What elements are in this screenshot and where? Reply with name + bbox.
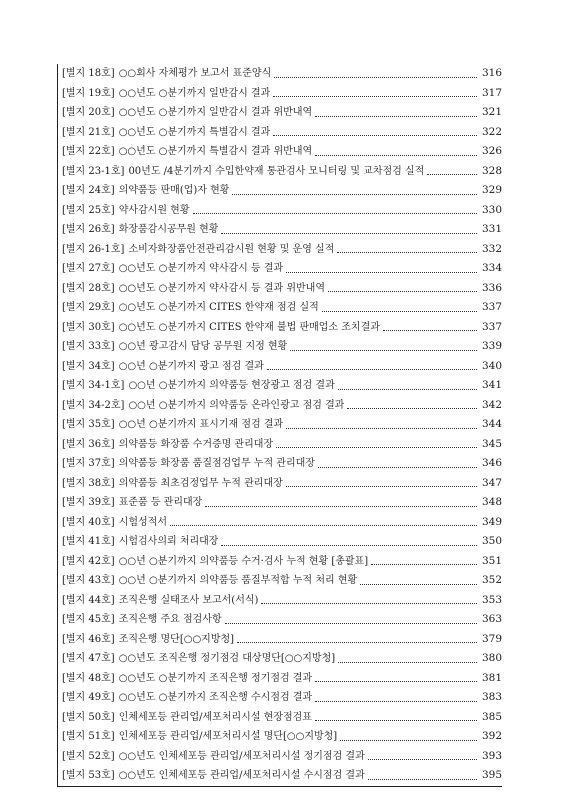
toc-entry-title: 의약품등 판매(업)자 현황	[118, 185, 230, 196]
toc-entry-label: [별지 45호]	[62, 614, 115, 625]
toc-entry-page: 392	[481, 730, 502, 742]
toc-entry[interactable]	[58, 435, 502, 455]
dot-leader	[267, 368, 477, 370]
toc-entry-label: [별지 25호]	[62, 204, 115, 216]
toc-entry-label: [별지 47호]	[62, 653, 115, 664]
toc-entry[interactable]	[58, 532, 502, 552]
toc-entry-text	[62, 688, 312, 708]
toc-entry-title: ○○년도 ○분기까지 조직은행 정기점검 결과	[118, 672, 313, 684]
toc-entry[interactable]	[58, 727, 502, 747]
toc-entry-label: [별지 37호]	[62, 458, 115, 469]
toc-entry-text	[62, 318, 380, 338]
toc-entry-title: 시험성적서	[118, 516, 167, 528]
toc-entry-text	[62, 552, 368, 572]
toc-entry-page: 326	[481, 145, 502, 157]
toc-entry-label: [별지 48호]	[62, 672, 115, 684]
toc-entry-title: 표준품 등 관리대장	[118, 497, 203, 508]
toc-entry-title: 조직은행 실태조사 보고서(서식)	[118, 594, 259, 606]
toc-entry-label: [별지 22호]	[62, 146, 115, 157]
toc-entry-page: 331	[481, 223, 502, 235]
dot-leader	[276, 446, 477, 448]
dot-leader	[328, 290, 477, 292]
toc-entry-label: [별지 23-1호]	[62, 165, 125, 177]
toc-entry-label: [별지 27호]	[62, 263, 115, 274]
toc-entry-text	[62, 142, 312, 162]
toc-entry-page: 330	[481, 203, 502, 216]
dot-leader	[274, 76, 477, 78]
toc-entry-label: [별지 30호]	[62, 321, 115, 333]
toc-entry-page: 385	[481, 710, 502, 723]
toc-entry-page: 345	[481, 437, 502, 450]
toc-entry-title: 조직은행 명단[○○지방청]	[118, 633, 235, 645]
toc-entry[interactable]	[58, 84, 502, 104]
toc-entry-page: 334	[481, 262, 502, 274]
dot-leader	[286, 485, 477, 487]
toc-entry-page: 347	[481, 476, 502, 489]
dot-leader	[232, 193, 477, 195]
dot-leader	[340, 739, 477, 741]
toc-entry-text	[62, 747, 365, 767]
toc-entry-text	[62, 64, 271, 84]
toc-entry-text	[62, 649, 335, 669]
dot-leader	[221, 544, 477, 546]
toc-entry-title: 조직은행 주요 점검사항	[118, 614, 222, 625]
toc-entry-page: 322	[481, 125, 502, 138]
toc-entry-label: [별지 28호]	[62, 282, 115, 294]
toc-entry-label: [별지 50호]	[62, 711, 115, 723]
toc-entry-page: 329	[481, 184, 502, 196]
toc-entry-label: [별지 49호]	[62, 692, 115, 703]
toc-entry-text	[62, 610, 222, 630]
toc-entry-title: ○○년도 ○분기까지 일반감시 결과	[118, 87, 271, 99]
toc-entry-label: [별지 34호]	[62, 360, 115, 372]
toc-entry-page: 328	[481, 164, 502, 177]
toc-entry-text	[62, 591, 258, 611]
toc-entry-title: ○○년 광고감시 담당 공무원 지정 현황	[118, 341, 288, 352]
toc-entry-text	[62, 279, 325, 299]
toc-entry-text	[62, 474, 283, 494]
dot-leader	[315, 700, 477, 702]
toc-entry-label: [별지 38호]	[62, 477, 115, 489]
toc-entry[interactable]	[58, 123, 502, 143]
toc-entry-text	[62, 337, 287, 357]
toc-entry[interactable]	[58, 610, 502, 630]
dot-leader	[318, 466, 477, 468]
toc-entry-page: 380	[481, 652, 502, 664]
toc-entry-label: [별지 42호]	[62, 555, 115, 567]
toc-entry[interactable]	[58, 298, 502, 318]
toc-entry-page: 350	[481, 535, 502, 547]
toc-entry-title: ○○년도 ○분기까지 CITES 한약재 불법 판매업소 조치결과	[118, 321, 380, 333]
toc-entry-text	[62, 630, 234, 650]
toc-entry-page: 395	[481, 769, 502, 781]
toc-entry[interactable]	[58, 688, 502, 708]
dot-leader	[205, 505, 477, 507]
toc-entry[interactable]	[58, 240, 502, 260]
toc-entry-title: ○○년도 ○분기까지 조직은행 수시점검 결과	[118, 692, 313, 703]
toc-entry-text	[62, 532, 218, 552]
toc-entry-page: 344	[481, 418, 502, 430]
toc-entry-page: 336	[481, 281, 502, 294]
toc-entry-text	[62, 415, 283, 435]
toc-entry-label: [별지 43호]	[62, 575, 115, 586]
dot-leader	[286, 271, 477, 273]
dot-leader	[368, 778, 477, 780]
dot-leader	[368, 758, 477, 760]
toc-entry-page: 321	[481, 106, 502, 118]
toc-entry-title: 소비자화장품안전관리감시원 현황 및 운영 실적	[128, 243, 335, 255]
toc-entry[interactable]	[58, 591, 502, 611]
dot-leader	[315, 115, 477, 117]
toc-entry-page: 346	[481, 457, 502, 469]
dot-leader	[315, 719, 477, 721]
toc-entry-title: ○○년도 ○분기까지 특별감시 결과	[118, 126, 271, 138]
dot-leader	[322, 310, 477, 312]
toc-entry-page: 381	[481, 671, 502, 684]
dot-leader	[371, 563, 477, 565]
toc-entry[interactable]	[58, 279, 502, 299]
toc-entry-label: [별지 34-1호]	[62, 380, 125, 391]
toc-entry-text	[62, 298, 319, 318]
toc-entry[interactable]	[58, 376, 502, 396]
dot-leader	[337, 251, 477, 253]
toc-entry-label: [별지 46호]	[62, 633, 115, 645]
toc-entry-page: 379	[481, 632, 502, 645]
toc-entry-page: 340	[481, 359, 502, 372]
toc-entry-title: ○○년도 인체세포등 관리업/세포처리시설 수시점검 결과	[118, 770, 365, 781]
dot-leader	[273, 95, 477, 97]
toc-entry-label: [별지 52호]	[62, 750, 115, 762]
dot-leader	[221, 232, 477, 234]
toc-entry-text	[62, 669, 312, 689]
toc-entry[interactable]	[58, 415, 502, 435]
toc-entry-title: ○○년도 ○분기까지 약사감시 등 결과	[118, 263, 284, 274]
toc-entry[interactable]	[58, 142, 502, 162]
toc-entry-label: [별지 18호]	[62, 68, 115, 79]
toc-entry[interactable]	[58, 259, 502, 279]
toc-entry[interactable]	[58, 64, 502, 84]
toc-entry-title: ○○년 ○분기까지 의약품등 현장광고 점검 결과	[128, 380, 335, 391]
toc-entry-label: [별지 34-2호]	[62, 399, 125, 411]
toc-entry-title: ○○년도 ○분기까지 약사감시 등 결과 위반내역	[118, 282, 325, 294]
toc-entry-label: [별지 21호]	[62, 126, 115, 138]
toc-entry[interactable]	[58, 669, 502, 689]
toc-entry-label: [별지 19호]	[62, 87, 115, 99]
toc-entry-page: 317	[481, 86, 502, 99]
toc-entry[interactable]	[58, 181, 502, 201]
dot-leader	[290, 349, 477, 351]
toc-entry[interactable]	[58, 201, 502, 221]
toc-entry-page: 351	[481, 554, 502, 567]
dot-leader	[225, 622, 477, 624]
dot-leader	[170, 524, 477, 526]
toc-entry-title: ○○년 ○분기까지 의약품등 품질부적합 누적 처리 현황	[118, 575, 358, 586]
dot-leader	[315, 680, 477, 682]
toc-entry[interactable]	[58, 493, 502, 513]
toc-entry-title: ○○년도 ○분기까지 일반감시 결과 위반내역	[118, 107, 313, 118]
toc-entry-page: 339	[481, 340, 502, 352]
toc-entry-title: ○○년도 조직은행 정기점검 대상명단[○○지방청]	[118, 653, 336, 664]
toc-entry-label: [별지 35호]	[62, 419, 115, 430]
toc-entry-label: [별지 40호]	[62, 516, 115, 528]
dot-leader	[427, 173, 477, 175]
toc-entry-label: [별지 29호]	[62, 302, 115, 313]
toc-entry[interactable]	[58, 513, 502, 533]
toc-entry-label: [별지 24호]	[62, 185, 115, 196]
toc-entry-title: 의약품등 화장품 수거증명 관리대장	[118, 438, 274, 450]
toc-entry-text	[62, 396, 344, 416]
toc-entry[interactable]	[58, 318, 502, 338]
dot-leader	[273, 134, 477, 136]
toc-entry-text	[62, 493, 202, 513]
dot-leader	[261, 602, 477, 604]
toc-entry-text	[62, 162, 424, 182]
dot-leader	[383, 329, 477, 331]
toc-entry-title: 시험검사의뢰 처리대장	[118, 536, 219, 547]
toc-entry-label: [별지 41호]	[62, 536, 115, 547]
toc-entry-text	[62, 435, 273, 455]
toc-entry[interactable]	[58, 474, 502, 494]
dot-leader	[360, 583, 477, 585]
toc-entry-text	[62, 766, 365, 786]
toc-entry-label: [별지 44호]	[62, 594, 115, 606]
toc-entry-label: [별지 36호]	[62, 438, 115, 450]
toc-entry[interactable]	[58, 552, 502, 572]
toc-entry-page: 352	[481, 574, 502, 586]
dot-leader	[237, 641, 477, 643]
table-of-contents	[57, 64, 502, 787]
toc-entry[interactable]	[58, 337, 502, 357]
toc-entry[interactable]	[58, 571, 502, 591]
toc-entry-page: 348	[481, 496, 502, 508]
toc-entry[interactable]	[58, 649, 502, 669]
toc-entry[interactable]	[58, 103, 502, 123]
toc-entry-text	[62, 727, 337, 747]
toc-entry-title: ○○년도 ○분기까지 특별감시 결과 위반내역	[118, 146, 313, 157]
toc-entry-label: [별지 33호]	[62, 341, 115, 352]
toc-entry-text	[62, 123, 270, 143]
toc-entry-text	[62, 220, 218, 240]
toc-entry-title: ○○년도 ○분기까지 CITES 한약재 점검 실적	[118, 302, 319, 313]
toc-entry[interactable]	[58, 357, 502, 377]
toc-entry-page: 353	[481, 593, 502, 606]
dot-leader	[315, 154, 477, 156]
dot-leader	[338, 661, 477, 663]
toc-entry-page: 316	[481, 67, 502, 79]
toc-entry-page: 349	[481, 515, 502, 528]
toc-entry-title: 인체세포등 관리업/세포처리시설 명단[○○지방청]	[118, 731, 338, 742]
toc-entry-page: 337	[481, 301, 502, 313]
toc-entry-page: 393	[481, 749, 502, 762]
toc-entry-page: 363	[481, 613, 502, 625]
toc-entry-text	[62, 103, 312, 123]
toc-entry-title: 00년도 /4분기까지 수입한약재 통관검사 모니터링 및 교차점검 실적	[128, 165, 425, 177]
toc-entry[interactable]	[58, 766, 502, 787]
dot-leader	[193, 212, 478, 214]
toc-entry-text	[62, 357, 264, 377]
toc-entry[interactable]	[58, 747, 502, 767]
toc-entry[interactable]	[58, 162, 502, 182]
toc-entry-text	[62, 376, 335, 396]
toc-entry-page: 383	[481, 691, 502, 703]
toc-entry-page: 342	[481, 398, 502, 411]
toc-entry-page: 332	[481, 242, 502, 255]
toc-entry-text	[62, 513, 167, 533]
toc-entry[interactable]	[58, 396, 502, 416]
toc-entry-text	[62, 240, 334, 260]
toc-entry-page: 337	[481, 320, 502, 333]
toc-entry-title: ○○년 ○분기까지 광고 점검 결과	[118, 360, 264, 372]
toc-entry-label: [별지 51호]	[62, 731, 115, 742]
toc-entry-label: [별지 39호]	[62, 497, 115, 508]
toc-entry-text	[62, 571, 357, 591]
toc-entry-title: 인체세포등 관리업/세포처리시설 현장점검표	[118, 711, 312, 723]
toc-entry[interactable]	[58, 708, 502, 728]
toc-entry[interactable]	[58, 454, 502, 474]
toc-entry-title: 약사감시원 현황	[118, 204, 190, 216]
toc-entry-label: [별지 53호]	[62, 770, 115, 781]
dot-leader	[347, 407, 477, 409]
toc-entry-title: ○○회사 자체평가 보고서 표준양식	[118, 68, 272, 79]
toc-entry-page: 341	[481, 379, 502, 391]
toc-entry-label: [별지 26호]	[62, 224, 115, 235]
toc-entry-title: 화장품감시공무원 현황	[118, 224, 219, 235]
toc-entry-text	[62, 259, 283, 279]
toc-entry-title: 의약품등 화장품 품질점검업무 누적 관리대장	[118, 458, 315, 469]
toc-entry-text	[62, 454, 315, 474]
toc-entry-text	[62, 708, 312, 728]
toc-entry-label: [별지 20호]	[62, 107, 115, 118]
dot-leader	[286, 427, 477, 429]
toc-entry-title: 의약품등 최초검정업무 누적 관리대장	[118, 477, 283, 489]
toc-entry-title: ○○년 ○분기까지 표시기재 점검 결과	[118, 419, 284, 430]
toc-entry-title: ○○년도 인체세포등 관리업/세포처리시설 정기점검 결과	[118, 750, 365, 762]
toc-entry-label: [별지 26-1호]	[62, 243, 125, 255]
dot-leader	[338, 388, 477, 390]
toc-entry-title: ○○년 ○분기까지 의약품등 온라인광고 점검 결과	[128, 399, 345, 411]
toc-entry-text	[62, 84, 270, 104]
toc-entry[interactable]	[58, 630, 502, 650]
toc-entry-text	[62, 181, 229, 201]
toc-entry[interactable]	[58, 220, 502, 240]
toc-entry-text	[62, 201, 190, 221]
toc-entry-title: ○○년 ○분기까지 의약품등 수거·검사 누적 현황 [총괄표]	[118, 555, 369, 567]
